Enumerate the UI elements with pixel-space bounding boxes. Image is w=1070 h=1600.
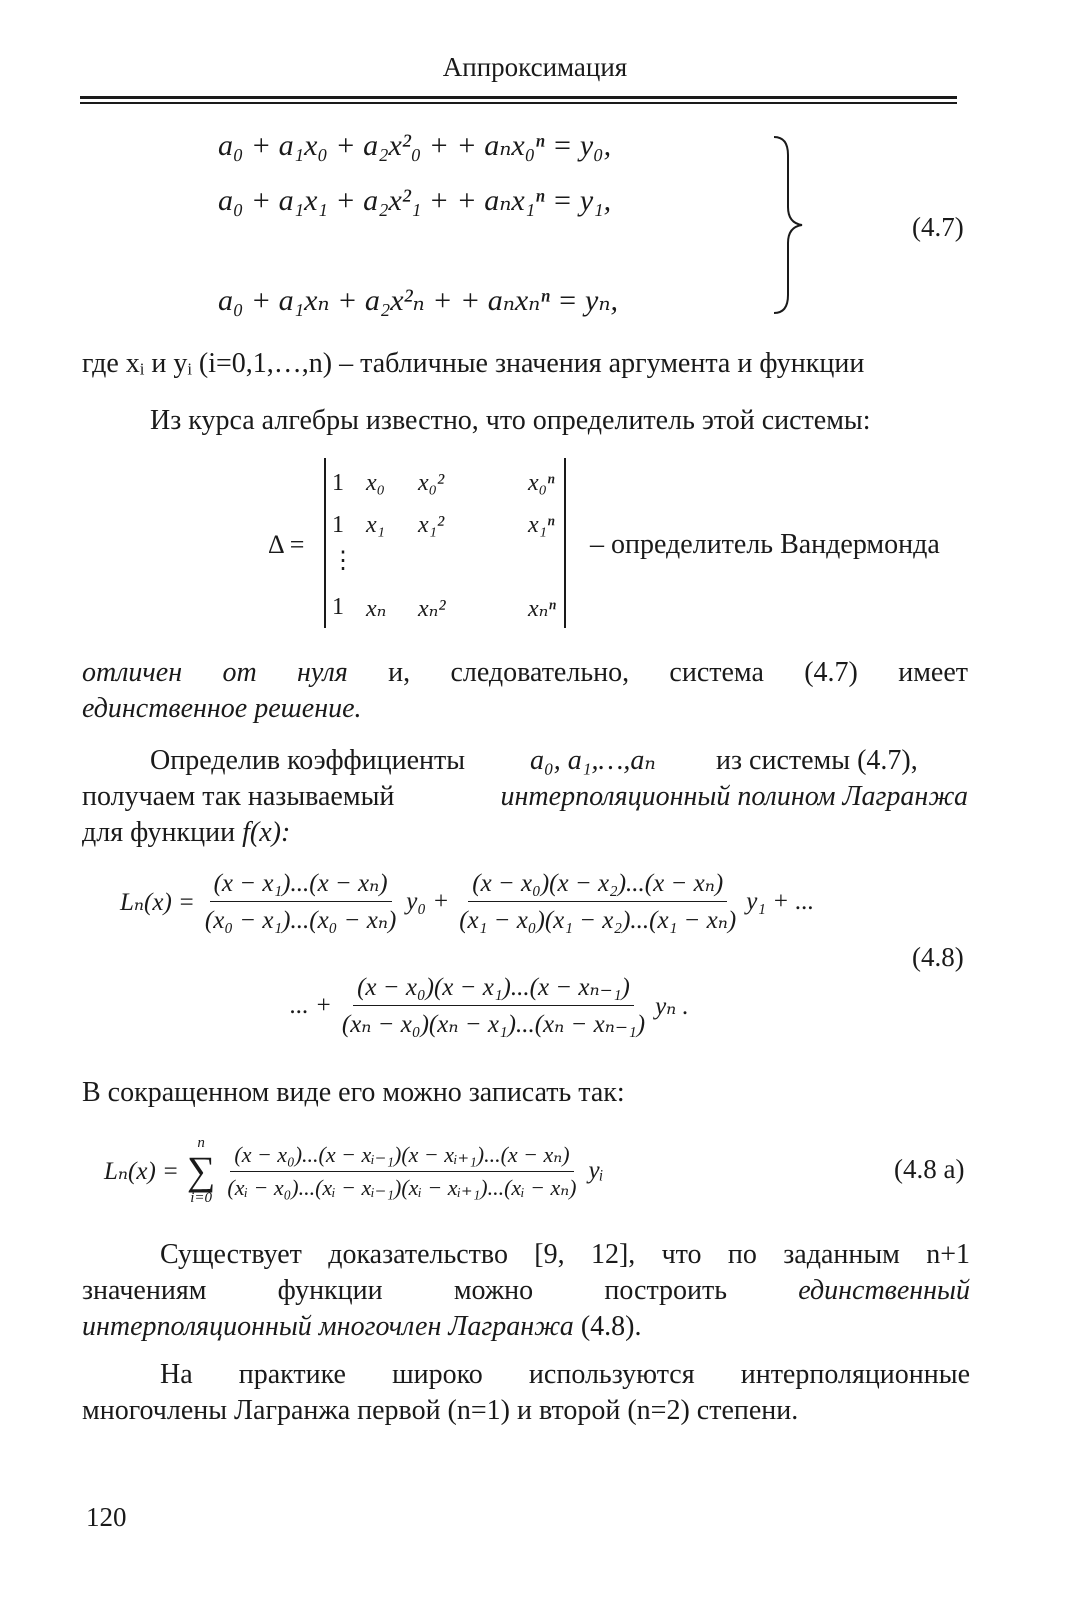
fraction-numerator: (x − x₀)...(x − xᵢ₋₁)(x − xᵢ₊₁)...(x − xₙ) bbox=[230, 1142, 573, 1172]
determinant-left-bar bbox=[324, 458, 326, 628]
proof-line1: Существует доказательство [9, 12], что по заданным n+1 bbox=[160, 1239, 970, 1270]
fraction-denominator: (x₁ − x₀)(x₁ − x₂)...(x₁ − xₙ) bbox=[459, 907, 737, 934]
det-rn-c0: 1 bbox=[332, 594, 344, 620]
coef-line1-c: из системы (4.7), bbox=[716, 745, 918, 776]
fraction-term-n bbox=[338, 972, 649, 1039]
formula-4-8a bbox=[104, 1136, 604, 1206]
det-r1-c1: x₁ bbox=[366, 512, 385, 538]
header-rule-thin bbox=[80, 102, 957, 104]
word: (4.7) bbox=[804, 657, 858, 688]
det-r1-cn: x₁ⁿ bbox=[528, 512, 555, 538]
practice-line2: многочлены Лагранжа первой (n=1) и второй (n=2) степени. bbox=[82, 1395, 799, 1426]
det-r1-c0: 1 bbox=[332, 512, 344, 538]
formula-4-8-line1 bbox=[120, 868, 814, 935]
coef-line3-a: для функции bbox=[82, 817, 236, 848]
det-r0-c2: x₀² bbox=[418, 470, 445, 496]
word: можно bbox=[453, 1275, 534, 1306]
running-header: Аппроксимация bbox=[442, 52, 628, 82]
word: функции bbox=[277, 1275, 383, 1306]
fraction-numerator: (x − x₀)(x − x₂)...(x − xₙ) bbox=[468, 868, 727, 902]
det-r0-c1: x₀ bbox=[366, 470, 385, 496]
proof-line3-ref: (4.8). bbox=[580, 1311, 642, 1342]
fraction-denominator: (x₀ − x₁)...(x₀ − xₙ) bbox=[204, 907, 397, 934]
fraction-denominator: (xₙ − x₀)(xₙ − x₁)...(xₙ − xₙ₋₁) bbox=[341, 1011, 646, 1038]
coef-line1-a: Определив коэффициенты bbox=[150, 745, 466, 776]
word: отличен bbox=[82, 657, 183, 688]
word: система bbox=[669, 657, 764, 688]
proof-line3 bbox=[82, 1308, 641, 1346]
equation-number-4-8: (4.8) bbox=[912, 942, 964, 972]
formula-4-8-line2 bbox=[290, 972, 689, 1039]
word: и, bbox=[388, 657, 411, 688]
page-number: 120 bbox=[86, 1502, 127, 1532]
practice-line1: На практике широко используются интерполяционные bbox=[160, 1359, 970, 1390]
header-rule-thick bbox=[80, 96, 957, 99]
det-rn-c1: xₙ bbox=[366, 596, 387, 622]
word: единственный bbox=[798, 1275, 970, 1306]
det-rn-cn: xₙⁿ bbox=[528, 596, 556, 622]
word: от bbox=[222, 657, 257, 688]
sum-lower-limit: i=0 bbox=[190, 1190, 213, 1206]
determinant-caption: – определитель Вандермонда bbox=[590, 529, 940, 560]
formula-ellipsis: ... + bbox=[290, 991, 332, 1019]
word: имеет bbox=[898, 657, 968, 688]
term-coefficient: y₁ + ... bbox=[746, 887, 815, 915]
fraction-denominator: (xᵢ − x₀)...(xᵢ − xᵢ₋₁)(xᵢ − xᵢ₊₁)...(xᵢ − xₙ) bbox=[227, 1174, 577, 1200]
word: построить bbox=[604, 1275, 728, 1306]
sum-upper-limit: n bbox=[197, 1135, 205, 1151]
coef-line2-a: получаем так называемый bbox=[82, 781, 395, 812]
summation bbox=[187, 1136, 216, 1206]
word: значениям bbox=[82, 1275, 207, 1306]
system-right-brace bbox=[770, 135, 810, 315]
paragraph-nonzero-line1 bbox=[82, 654, 968, 692]
paragraph-nonzero-line2: единственное решение. bbox=[82, 693, 362, 724]
system-row-n: a₀ + a₁xₙ + a₂x²ₙ + + aₙxₙⁿ = yₙ, bbox=[218, 284, 619, 317]
formula-lhs: Lₙ(x) = bbox=[120, 888, 195, 916]
coef-line3 bbox=[82, 814, 290, 852]
word: нуля bbox=[297, 657, 348, 688]
det-r0-c0: 1 bbox=[332, 470, 344, 496]
term-coefficient: yᵢ bbox=[588, 1157, 604, 1184]
formula-lhs: Lₙ(x) = bbox=[104, 1158, 179, 1185]
fraction-lagrange-basis bbox=[223, 1142, 580, 1201]
det-r0-cn: x₀ⁿ bbox=[528, 470, 555, 496]
coef-line3-b: f(x): bbox=[242, 817, 291, 848]
paragraph-short-form: В сокращенном виде его можно записать так: bbox=[82, 1077, 625, 1108]
fraction-term-2 bbox=[455, 868, 740, 935]
proof-line2 bbox=[82, 1272, 970, 1310]
coef-line2-b: интерполяционный полином Лагранжа bbox=[500, 781, 968, 812]
det-rn-c2: xₙ² bbox=[418, 596, 446, 622]
fraction-numerator: (x − x₀)(x − x₁)...(x − xₙ₋₁) bbox=[353, 972, 634, 1006]
fraction-term-1 bbox=[201, 868, 400, 935]
term-coefficient: yₙ . bbox=[655, 992, 689, 1020]
equation-number-4-8a: (4.8 a) bbox=[894, 1154, 965, 1184]
paragraph-algebra: Из курса алгебры известно, что определитель этой системы: bbox=[150, 405, 871, 436]
sum-sign: ∑ bbox=[186, 1148, 216, 1193]
proof-line3-italic: интерполяционный многочлен Лагранжа bbox=[82, 1311, 574, 1342]
system-row-0: a₀ + a₁x₀ + a₂x²₀ + + aₙx₀ⁿ = y₀, bbox=[218, 129, 612, 162]
term-coefficient: y₀ + bbox=[406, 887, 450, 915]
determinant-right-bar bbox=[564, 458, 566, 628]
paragraph-where: где xᵢ и yᵢ (i=0,1,…,n) – табличные значения аргумента и функции bbox=[82, 348, 865, 379]
det-vertical-dots: ⋮ bbox=[331, 548, 355, 574]
fraction-numerator: (x − x₁)...(x − xₙ) bbox=[210, 868, 392, 902]
determinant-lhs: Δ = bbox=[268, 530, 305, 559]
equation-number-4-7: (4.7) bbox=[912, 212, 964, 242]
coef-line2 bbox=[82, 778, 968, 816]
coef-line1-b: a₀, a₁,…,aₙ bbox=[530, 745, 656, 776]
det-r1-c2: x₁² bbox=[418, 512, 445, 538]
system-row-1: a₀ + a₁x₁ + a₂x²₁ + + aₙx₁ⁿ = y₁, bbox=[218, 184, 612, 217]
word: следовательно, bbox=[450, 657, 630, 688]
